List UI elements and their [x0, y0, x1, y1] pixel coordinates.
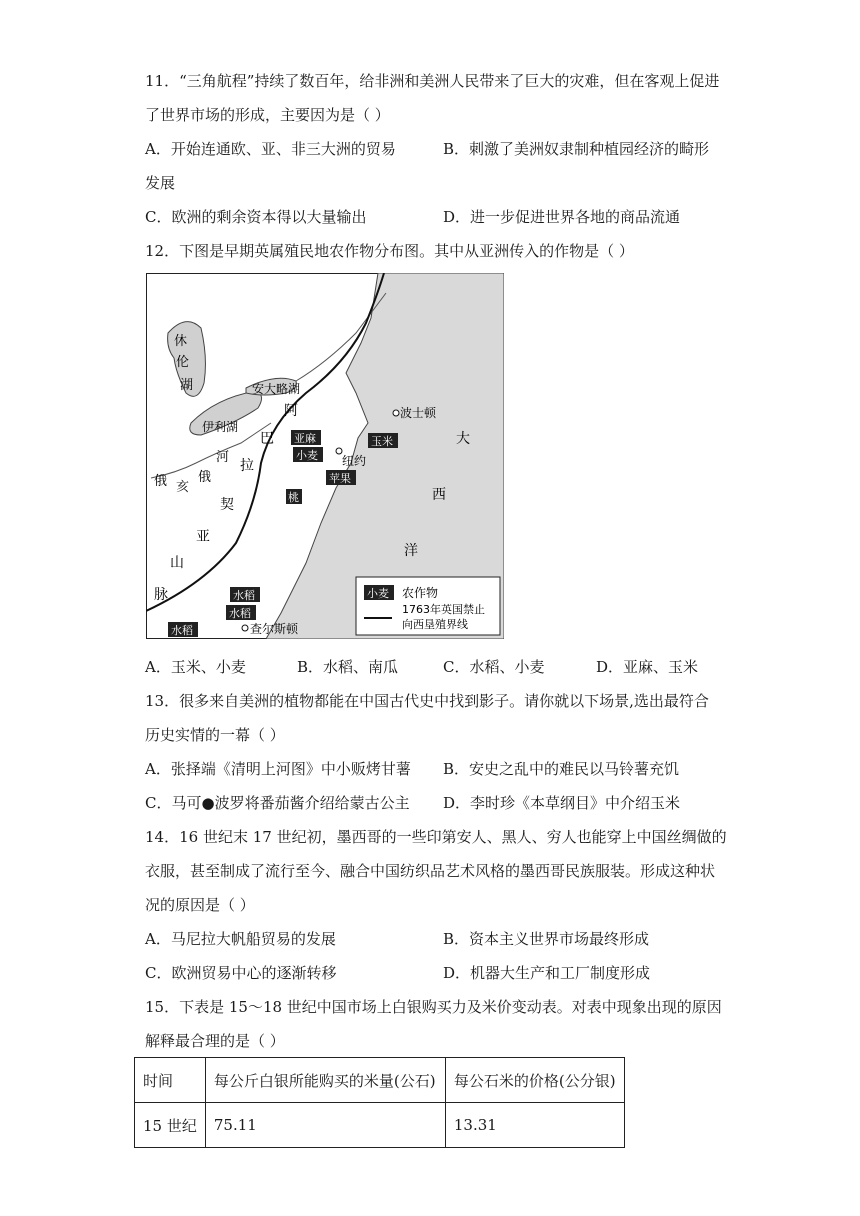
crop-tag-apple — [326, 470, 356, 485]
ohio-label-2: 亥 — [176, 480, 190, 495]
legend-crop-label: 农作物 — [402, 586, 439, 600]
legend-line-label-2: 向西垦殖界线 — [402, 618, 468, 631]
appalachian-label-4: 契 — [220, 497, 234, 513]
q11-option-a: A．开始连通欧、亚、非三大洲的贸易 — [145, 140, 396, 158]
charleston-label: 查尔斯顿 — [250, 622, 299, 636]
q13-option-d: D．李时珍《本草纲目》中介绍玉米 — [443, 794, 681, 812]
svg-text:桃: 桃 — [288, 491, 299, 504]
crop-tag-corn — [368, 433, 398, 448]
appalachian-label-1: 阿 — [284, 403, 298, 419]
q13-option-c: C．马可●波罗将番茄酱介绍给蒙古公主 — [145, 794, 410, 812]
charleston-dot — [242, 625, 248, 631]
q11-option-d: D．进一步促进世界各地的商品流通 — [443, 208, 681, 226]
svg-text:水稻: 水稻 — [229, 607, 251, 620]
svg-text:苹果: 苹果 — [329, 472, 351, 485]
lake-erie-label: 伊利湖 — [202, 420, 239, 434]
q14-option-d: D．机器大生产和工厂制度形成 — [443, 964, 651, 982]
table-cell: 75.11 — [205, 1103, 445, 1148]
lake-huron-label-1: 休 — [174, 334, 188, 349]
appalachian-label-7: 脉 — [154, 587, 168, 603]
svg-text:玉米: 玉米 — [371, 435, 393, 448]
appalachian-label-3: 拉 — [240, 458, 254, 474]
legend-crop-sample: 小麦 — [367, 587, 389, 600]
table-header-cell: 时间 — [135, 1058, 206, 1103]
q14-stem-line3: 况的原因是（ ） — [145, 896, 255, 914]
q12-stem: 12．下图是早期英属殖民地农作物分布图。其中从亚洲传入的作物是（ ） — [145, 242, 634, 260]
lake-huron-label-3: 湖 — [180, 378, 194, 393]
q14-option-c: C．欧洲贸易中心的逐渐转移 — [145, 964, 337, 982]
colonial-crop-map — [146, 273, 504, 639]
q12-option-c: C．水稻、小麦 — [443, 658, 545, 676]
crop-tag-flax — [291, 430, 321, 445]
new-york-label: 纽约 — [342, 454, 367, 468]
q14-stem-line1: 14．16 世纪末 17 世纪初，墨西哥的一些印第安人、黑人、穷人也能穿上中国丝绸做的 — [145, 828, 727, 846]
q11-option-c: C．欧洲的剩余资本得以大量输出 — [145, 208, 367, 226]
q15-stem-line1: 15．下表是 15～18 世纪中国市场上白银购买力及米价变动表。对表中现象出现的原因 — [145, 998, 722, 1016]
boston-label: 波士顿 — [400, 406, 437, 420]
crop-tag-rice-1 — [230, 587, 260, 602]
q14-option-b: B．资本主义世界市场最终形成 — [443, 930, 650, 948]
svg-text:水稻: 水稻 — [171, 624, 193, 637]
q14-stem-line2: 衣服，甚至制成了流行至今、融合中国纺织品艺术风格的墨西哥民族服装。形成这种状 — [145, 862, 716, 880]
atlantic-label-2: 西 — [432, 487, 446, 503]
atlantic-label-3: 洋 — [404, 543, 418, 559]
table-header-row — [135, 1058, 625, 1103]
appalachian-label-6: 山 — [170, 555, 184, 571]
crop-tag-wheat — [293, 447, 323, 462]
q12-option-d: D．亚麻、玉米 — [596, 658, 699, 676]
q13-stem-line1: 13．很多来自美洲的植物都能在中国古代史中找到影子。请你就以下场景,选出最符合 — [145, 692, 709, 710]
q13-option-a: A．张择端《清明上河图》中小贩烤甘薯 — [145, 760, 411, 778]
lake-ontario-label: 安大略湖 — [252, 382, 301, 396]
boston-dot — [393, 410, 399, 416]
crop-tag-rice-3 — [168, 622, 198, 637]
svg-text:小麦: 小麦 — [296, 449, 318, 462]
legend-line-label-1: 1763年英国禁止 — [402, 603, 485, 616]
map-legend — [356, 577, 500, 635]
q13-stem-line2: 历史实情的一幕（ ） — [145, 726, 285, 744]
q11-option-b: B．刺激了美洲奴隶制种植园经济的畸形 — [443, 140, 710, 158]
table-row — [135, 1103, 625, 1148]
table-header-cell: 每公斤白银所能购买的米量(公石) — [205, 1058, 445, 1103]
q15-stem-line2: 解释最合理的是（ ） — [145, 1032, 285, 1050]
q11-option-b-cont: 发展 — [145, 174, 176, 192]
ohio-label-4: 河 — [216, 450, 230, 465]
q11-stem-line2: 了世界市场的形成，主要因为是（ ） — [145, 106, 390, 124]
table-cell: 15 世纪 — [135, 1103, 206, 1148]
table-cell: 13.31 — [445, 1103, 624, 1148]
appalachian-label-2: 巴 — [260, 431, 274, 447]
ohio-label-1: 俄 — [154, 474, 168, 489]
lake-huron-label-2: 伦 — [176, 355, 190, 370]
table-header-cell: 每公石米的价格(公分银) — [445, 1058, 624, 1103]
q13-option-b: B．安史之乱中的难民以马铃薯充饥 — [443, 760, 680, 778]
appalachian-label-5: 亚 — [196, 529, 210, 545]
crop-tag-peach — [286, 489, 302, 504]
svg-text:水稻: 水稻 — [233, 589, 255, 602]
ohio-label-3: 俄 — [198, 470, 212, 485]
silver-rice-price-table — [134, 1057, 625, 1148]
svg-text:亚麻: 亚麻 — [294, 432, 316, 445]
atlantic-label-1: 大 — [456, 431, 470, 447]
q11-stem-line1: 11．“三角航程”持续了数百年，给非洲和美洲人民带来了巨大的灾难，但在客观上促进 — [145, 72, 720, 90]
crop-tag-rice-2 — [226, 605, 256, 620]
q12-option-a: A．玉米、小麦 — [145, 658, 246, 676]
q12-option-b: B．水稻、南瓜 — [297, 658, 399, 676]
q14-option-a: A．马尼拉大帆船贸易的发展 — [145, 930, 336, 948]
